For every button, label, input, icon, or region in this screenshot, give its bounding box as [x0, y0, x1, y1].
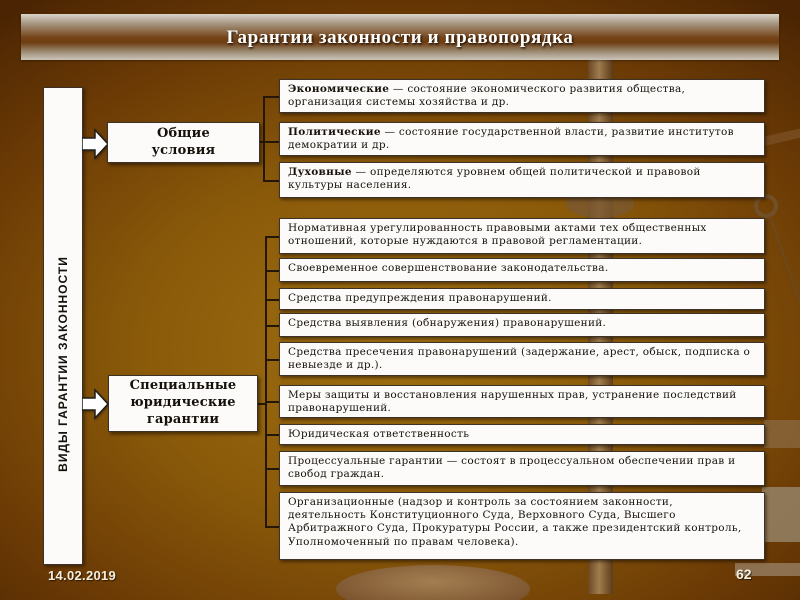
box-text: Юридическая ответственность: [288, 428, 470, 440]
statue-base: [336, 565, 530, 600]
connector-line: [265, 401, 280, 403]
pedestal-block: [764, 420, 800, 448]
connector-line: [265, 434, 280, 436]
connector-line: [265, 270, 280, 272]
scales-chain: [770, 216, 800, 302]
category-box-special-legal-guarantees: [108, 375, 258, 432]
connector-line: [265, 236, 267, 527]
slide-title: Гарантии законности и правопорядка: [226, 26, 574, 48]
box-procedural-guarantees: [279, 451, 765, 486]
sidebar-vertical-label: ВИДЫ ГАРАНТИИ ЗАКОННОСТИ: [56, 256, 70, 472]
connector-line: [265, 236, 280, 238]
box-spiritual: [279, 162, 765, 198]
box-text: Нормативная урегулированность правовыми актами тех общественных отношений, которые нуждаются в правовой регламентации.: [288, 222, 707, 248]
box-detection-means: [279, 313, 765, 337]
slide-date: 14.02.2019: [48, 568, 117, 583]
box-prevention-means: [279, 288, 765, 310]
connector-line: [258, 403, 266, 405]
box-text: — определяются уровнем общей политической и правовой культуры населения.: [288, 166, 701, 192]
box-economic: [279, 79, 765, 113]
right-block-arrow-icon: [82, 127, 109, 161]
box-text: — состояние государственной власти, развитие институтов демократии и др.: [288, 126, 734, 152]
box-lead-term: Политические: [288, 126, 381, 138]
box-text: Меры защиты и восстановления нарушенных прав, устранение последствий правонарушений.: [288, 389, 737, 415]
sidebar-types-of-guarantees: [43, 87, 83, 565]
connector-line: [265, 359, 280, 361]
pedestal-block: [762, 487, 800, 542]
box-text: Организационные (надзор и контроль за состоянием законности, деятельность Конституционного Суда, Верховного Суда, Высшего Арбитражного Суда, Прокуратуры России, а также президентский контроль, Уполномоченный по правам человека).: [288, 496, 742, 548]
slide-number: 62: [736, 566, 752, 582]
category-label: Общие условия: [151, 125, 216, 158]
box-lead-term: Духовные: [288, 166, 352, 178]
box-normative-regulation: [279, 218, 765, 254]
connector-line: [258, 141, 280, 143]
box-text: Процессуальные гарантии — состоят в процессуальном обеспечении прав и свобод граждан.: [288, 455, 736, 481]
connector-line: [263, 180, 280, 182]
box-text: — состояние экономического развития общества, организация системы хозяйства и др.: [288, 83, 686, 109]
box-legislation-improvement: [279, 258, 765, 282]
category-label: Специальные юридические гарантии: [129, 378, 237, 427]
box-legal-liability: [279, 424, 765, 445]
box-suppression-means: [279, 342, 765, 376]
connector-line: [265, 526, 280, 528]
scales-ring: [756, 196, 776, 216]
category-box-general-conditions: [107, 122, 260, 163]
box-text: Средства выявления (обнаружения) правонарушений.: [288, 317, 607, 329]
box-protection-measures: [279, 385, 765, 418]
box-text: Средства предупреждения правонарушений.: [288, 292, 552, 304]
box-text: Своевременное совершенствование законодательства.: [288, 262, 609, 274]
box-lead-term: Экономические: [288, 83, 390, 95]
box-political: [279, 122, 765, 156]
connector-line: [263, 96, 265, 181]
connector-line: [265, 325, 280, 327]
right-block-arrow-icon: [82, 387, 109, 421]
title-bar: [21, 14, 779, 60]
box-text: Средства пресечения правонарушений (задержание, арест, обыск, подписка о невыезде и др.).: [288, 346, 751, 372]
connector-line: [265, 299, 280, 301]
box-organizational: [279, 492, 765, 560]
connector-line: [263, 96, 280, 98]
connector-line: [265, 468, 280, 470]
